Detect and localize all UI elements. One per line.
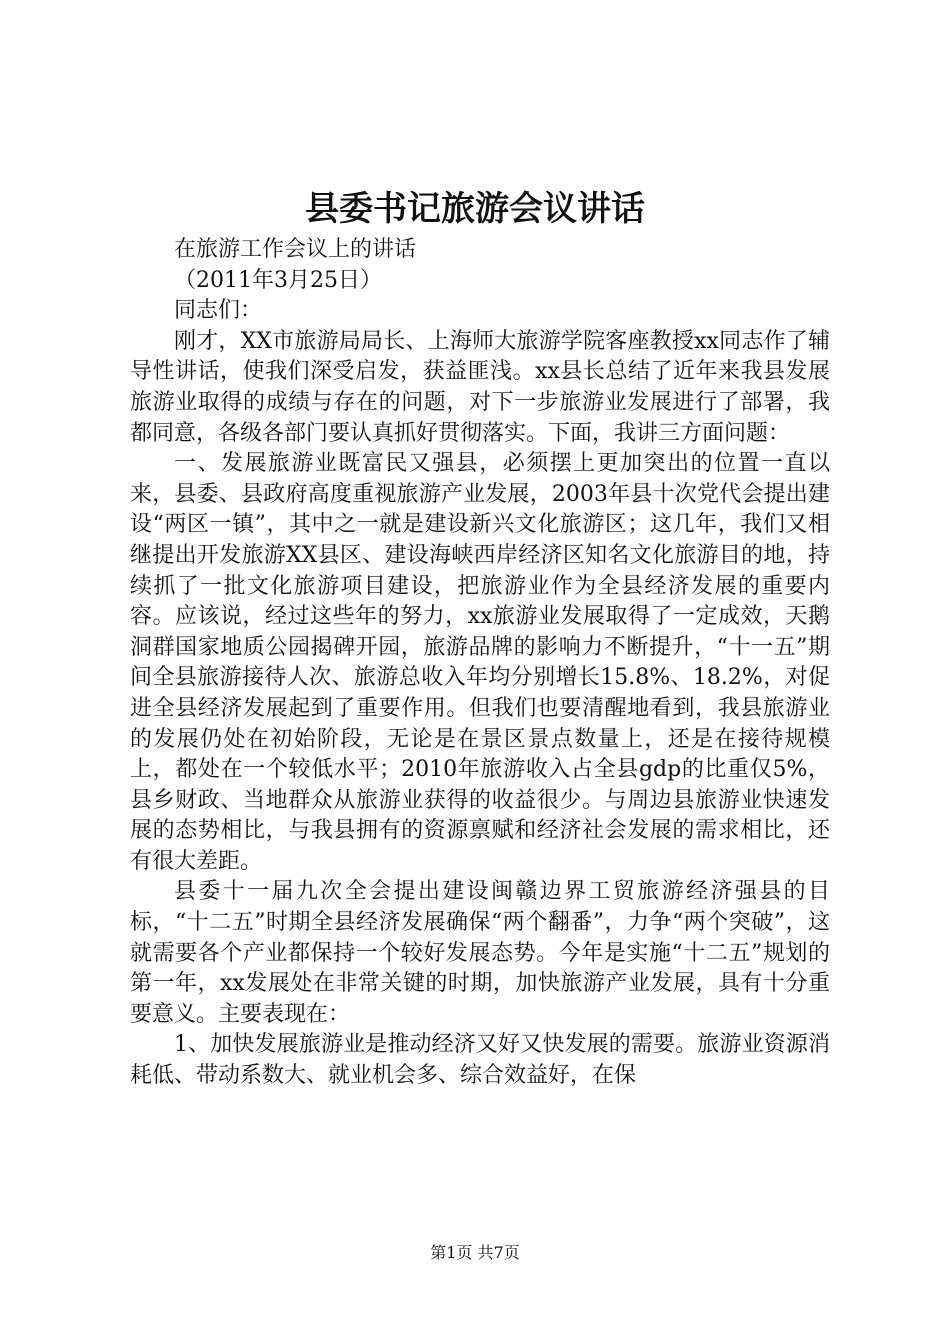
salutation-line: 同志们： (174, 298, 263, 324)
paragraph: 1、加快发展旅游业是推动经济又好又快发展的需要。旅游业资源消耗低、带动系数大、就业机会多、综合效益好，在保 (130, 1032, 830, 1089)
paragraph: 一、发展旅游业既富民又强县，必须摆上更加突出的位置一直以来，县委、县政府高度重视旅游产业发展，2003年县十次党代会提出建设“两区一镇”，其中之一就是建设新兴文化旅游区；这几年，我们又相继提出开发旅游XX县区、建设海峡西岸经济区知名文化旅游目的地，持续抓了一批文化旅游项目建设，把旅游业作为全县经济发展的重要内容。应该说，经过这些年的努力，xx旅游业发展取得了一定成效，天鹅洞群国家地质公园揭碑开园，旅游品牌的影响力不断提升，“十一五”期间全县旅游接待人次、旅游总收入年均分别增长15.8%、18.2%，对促进全县经济发展起到了重要作用。但我们也要清醒地看到，我县旅游业的发展仍处在初始阶段，无论是在景区景点数量上，还是在接待规模上，都处在一个较低水平；2010年旅游收入占全县gdp的比重仅5%，县乡财政、当地群众从旅游业获得的收益很少。与周边县旅游业快速发展的态势相比，与我县拥有的资源禀赋和经济社会发展的需求相比，还有很大差距。 (130, 451, 830, 874)
paragraph: 刚才，XX市旅游局局长、上海师大旅游学院客座教授xx同志作了辅导性讲话，使我们深受启发，获益匪浅。xx县长总结了近年来我县发展旅游业取得的成绩与存在的问题，对下一步旅游业发展进行了部署，我都同意，各级各部门要认真抓好贯彻落实。下面，我讲三方面问题： (130, 328, 830, 446)
paragraph: 县委十一届九次全会提出建设闽赣边界工贸旅游经济强县的目标，“十二五”时期全县经济发展确保“两个翻番”，力争“两个突破”，这就需要各个产业都保持一个较好发展态势。今年是实施“十二五”规划的第一年，xx发展处在非常关键的时期，加快旅游产业发展，具有十分重要意义。主要表现在： (130, 879, 830, 1027)
document-body (130, 235, 830, 1092)
subtitle-line: 在旅游工作会议上的讲话 (174, 237, 417, 262)
date-line: （2011年3月25日） (174, 267, 382, 293)
document-title: 县委书记旅游会议讲话 (305, 189, 645, 229)
page-footer: 第1页 共7页 (430, 1243, 520, 1262)
